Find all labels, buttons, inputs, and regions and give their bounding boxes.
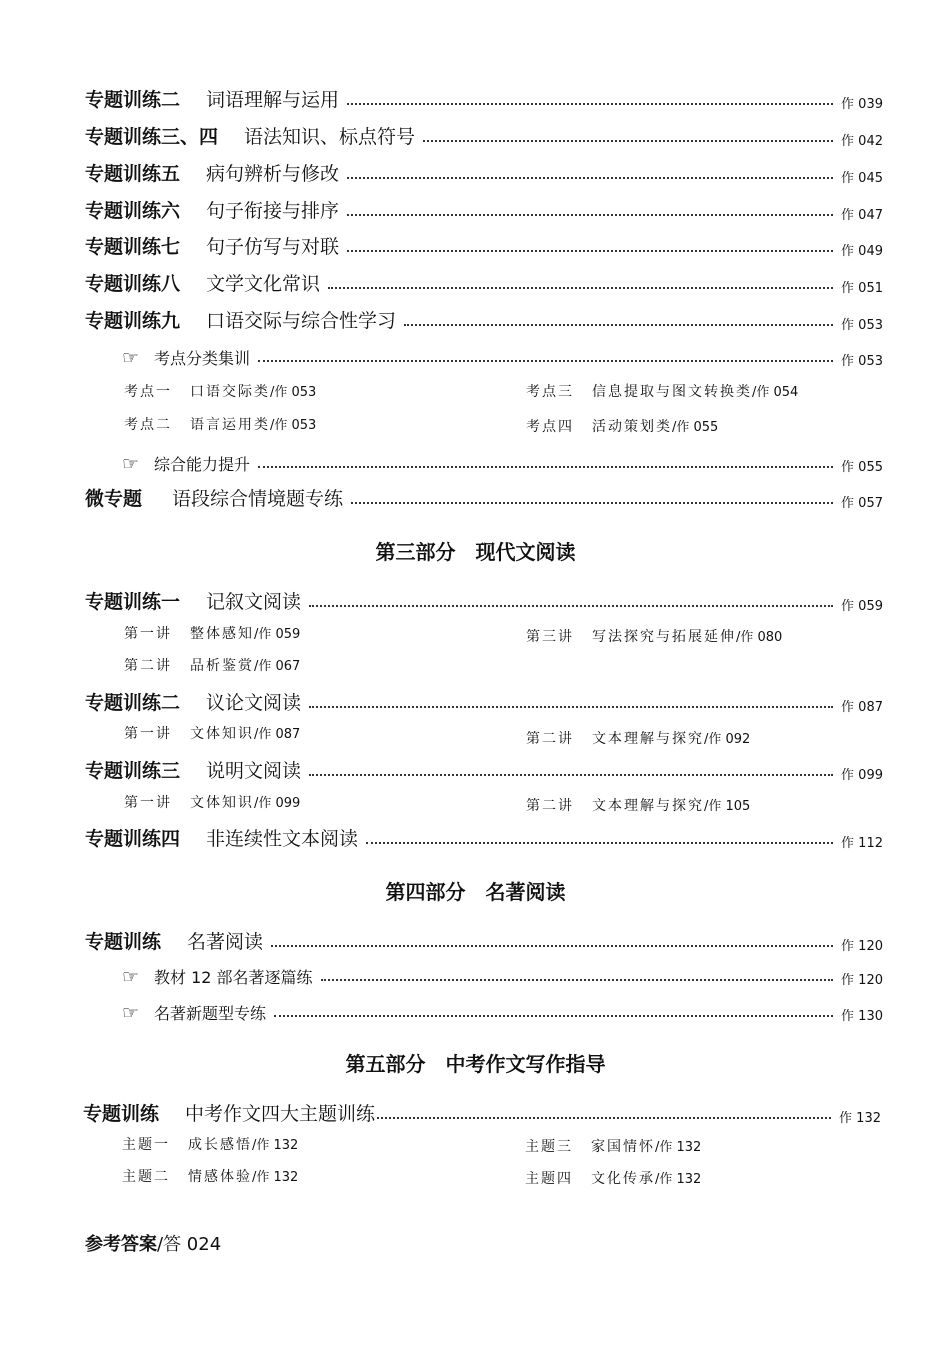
toc-sub-title: 名著新题型专练: [154, 1004, 267, 1023]
toc-item[interactable]: [526, 416, 718, 436]
section-heading: 第五部分 中考作文写作指导: [345, 1052, 606, 1076]
toc-page: 作 112: [841, 836, 883, 851]
toc-page: 作 132: [839, 1111, 881, 1126]
toc-label: 专题训练三: [85, 760, 181, 782]
toc-page: 作 049: [841, 244, 883, 259]
item-key: 主题三: [525, 1139, 573, 1155]
leader-dots: [366, 841, 833, 844]
toc-page: 作 057: [841, 496, 883, 511]
answer-key-label: 参考答案: [85, 1234, 157, 1255]
item-title: 家国情怀: [591, 1139, 655, 1155]
item-title: 活动策划类: [592, 419, 672, 435]
item-key: 第一讲: [124, 626, 172, 642]
leader-dots: [258, 465, 833, 468]
item-key: 第一讲: [124, 726, 172, 742]
toc-sub-row[interactable]: [122, 343, 883, 369]
item-key: 第一讲: [124, 795, 172, 811]
item-key: 主题四: [525, 1171, 573, 1187]
toc-item[interactable]: [124, 623, 300, 643]
toc-row[interactable]: [85, 195, 883, 223]
toc-row[interactable]: [85, 268, 883, 296]
item-page: /作 132: [252, 1170, 299, 1185]
item-key: 第二讲: [526, 798, 574, 814]
toc-item[interactable]: [526, 626, 782, 646]
toc-page: 作 053: [841, 354, 883, 369]
toc-title: 文学文化常识: [206, 273, 321, 295]
item-key: 考点一: [124, 384, 172, 400]
toc-page: 作 047: [841, 208, 883, 223]
toc-sub-row[interactable]: [122, 962, 883, 988]
toc-label: 专题训练二: [85, 89, 181, 111]
toc-page: 作 055: [841, 460, 883, 475]
item-title: 文本理解与探究: [592, 731, 704, 747]
toc-item[interactable]: [526, 381, 798, 401]
leader-dots: [347, 102, 833, 105]
leader-dots: [309, 705, 833, 708]
toc-item[interactable]: [525, 1168, 701, 1188]
toc-item[interactable]: [122, 1134, 298, 1154]
toc-page: 作 099: [841, 768, 883, 783]
toc-label: 专题训练五: [85, 163, 181, 185]
leader-dots: [309, 604, 833, 607]
toc-item[interactable]: [124, 414, 316, 434]
item-page: /作 054: [752, 385, 799, 400]
item-page: /作 105: [704, 799, 751, 814]
toc-row[interactable]: [85, 121, 883, 149]
toc-page: 作 042: [841, 134, 883, 149]
toc-row[interactable]: [85, 926, 883, 954]
leader-dots: [309, 773, 833, 776]
toc-page: 作 045: [841, 171, 883, 186]
item-title: 情感体验: [188, 1169, 252, 1185]
item-key: 主题二: [122, 1169, 170, 1185]
pointing-hand-icon: ☞: [122, 966, 140, 988]
toc-label: 专题训练六: [85, 200, 181, 222]
item-page: /作 092: [704, 732, 751, 747]
section-heading: 第三部分 现代文阅读: [375, 540, 576, 564]
toc-sub-row[interactable]: [122, 998, 883, 1024]
toc-label: 专题训练: [85, 931, 162, 953]
toc-row[interactable]: [85, 84, 883, 112]
leader-dots: [274, 1014, 833, 1017]
item-title: 文本理解与探究: [592, 798, 704, 814]
pointing-hand-icon: ☞: [122, 1002, 140, 1024]
answer-key-entry[interactable]: [85, 1230, 221, 1256]
item-title: 写法探究与拓展延伸: [592, 629, 736, 645]
toc-sub-title: 综合能力提升: [154, 455, 251, 474]
toc-label: 专题训练四: [85, 828, 181, 850]
toc-label: 微专题: [85, 488, 143, 510]
toc-label: 专题训练一: [85, 591, 181, 613]
toc-page: 作 051: [841, 281, 883, 296]
toc-label: 专题训练二: [85, 692, 181, 714]
toc-item[interactable]: [124, 723, 300, 743]
leader-dots: [328, 286, 833, 289]
item-title: 口语交际类: [190, 384, 270, 400]
item-key: 考点四: [526, 419, 574, 435]
toc-sub-title: 考点分类集训: [154, 349, 251, 368]
toc-item[interactable]: [124, 792, 300, 812]
toc-page: 作 120: [841, 973, 883, 988]
item-page: /作 132: [655, 1172, 702, 1187]
toc-row[interactable]: [83, 1098, 881, 1126]
toc-title: 病句辨析与修改: [206, 163, 340, 185]
toc-row[interactable]: [85, 586, 883, 614]
item-page: /作 080: [736, 630, 783, 645]
toc-sub-row[interactable]: [122, 449, 883, 475]
toc-page: 作 039: [841, 97, 883, 112]
leader-dots: [347, 249, 833, 252]
item-title: 成长感悟: [188, 1137, 252, 1153]
item-key: 第二讲: [526, 731, 574, 747]
leader-dots: [258, 359, 833, 362]
item-page: /作 053: [270, 418, 317, 433]
toc-page: 作 053: [841, 318, 883, 333]
item-title: 整体感知: [190, 626, 254, 642]
leader-dots: [377, 1116, 831, 1119]
toc-page: 作 130: [841, 1009, 883, 1024]
toc-title: 句子仿写与对联: [206, 236, 340, 258]
toc-label: 专题训练九: [85, 310, 181, 332]
toc-title: 口语交际与综合性学习: [206, 310, 397, 332]
toc-page: 作 087: [841, 700, 883, 715]
toc-item[interactable]: [526, 728, 750, 748]
item-title: 信息提取与图文转换类: [592, 384, 752, 400]
pointing-hand-icon: ☞: [122, 453, 140, 475]
toc-title: 词语理解与运用: [206, 89, 340, 111]
toc-title: 名著阅读: [187, 931, 264, 953]
leader-dots: [423, 139, 833, 142]
toc-title: 句子衔接与排序: [206, 200, 340, 222]
toc-title: 说明文阅读: [206, 760, 302, 782]
toc-item[interactable]: [124, 655, 300, 675]
item-key: 考点三: [526, 384, 574, 400]
item-key: 考点二: [124, 417, 172, 433]
toc-row[interactable]: [85, 687, 883, 715]
item-key: 主题一: [122, 1137, 170, 1153]
leader-dots: [404, 323, 833, 326]
toc-title: 非连续性文本阅读: [206, 828, 359, 850]
item-key: 第二讲: [124, 658, 172, 674]
item-page: /作 132: [655, 1140, 702, 1155]
item-title: 文化传承: [591, 1171, 655, 1187]
item-page: /作 099: [254, 796, 301, 811]
leader-dots: [351, 501, 833, 504]
leader-dots: [347, 176, 833, 179]
item-title: 文体知识: [190, 795, 254, 811]
toc-item[interactable]: [525, 1136, 701, 1156]
leader-dots: [347, 213, 833, 216]
item-title: 语言运用类: [190, 417, 270, 433]
toc-title: 议论文阅读: [206, 692, 302, 714]
toc-row[interactable]: [85, 158, 883, 186]
item-key: 第三讲: [526, 629, 574, 645]
item-page: /作 087: [254, 727, 301, 742]
toc-page: 作 120: [841, 939, 883, 954]
item-page: /作 059: [254, 627, 301, 642]
toc-row[interactable]: [85, 755, 883, 783]
toc-page: 作 059: [841, 599, 883, 614]
toc-label: 专题训练八: [85, 273, 181, 295]
toc-row[interactable]: [85, 231, 883, 259]
section-heading: 第四部分 名著阅读: [385, 880, 566, 904]
toc-item[interactable]: [526, 795, 750, 815]
toc-sub-title: 教材 12 部名著逐篇练: [154, 968, 313, 987]
toc-row[interactable]: [85, 823, 883, 851]
item-title: 品析鉴赏: [190, 658, 254, 674]
pointing-hand-icon: ☞: [122, 347, 140, 369]
toc-item[interactable]: [124, 381, 316, 401]
toc-title: 中考作文四大主题训练: [185, 1103, 376, 1125]
toc-title: 语段综合情境题专练: [172, 488, 344, 510]
leader-dots: [271, 944, 833, 947]
toc-label: 专题训练: [83, 1103, 160, 1125]
toc-item[interactable]: [122, 1166, 298, 1186]
toc-title: 记叙文阅读: [206, 591, 302, 613]
toc-title: 语法知识、标点符号: [244, 126, 416, 148]
toc-row[interactable]: [85, 305, 883, 333]
leader-dots: [321, 978, 834, 981]
item-title: 文体知识: [190, 726, 254, 742]
item-page: /作 053: [270, 385, 317, 400]
answer-key-page: /答 024: [157, 1234, 222, 1255]
toc-label: 专题训练三、四: [85, 126, 219, 148]
item-page: /作 055: [672, 420, 719, 435]
item-page: /作 132: [252, 1138, 299, 1153]
toc-label: 专题训练七: [85, 236, 181, 258]
toc-row[interactable]: [85, 483, 883, 511]
item-page: /作 067: [254, 659, 301, 674]
